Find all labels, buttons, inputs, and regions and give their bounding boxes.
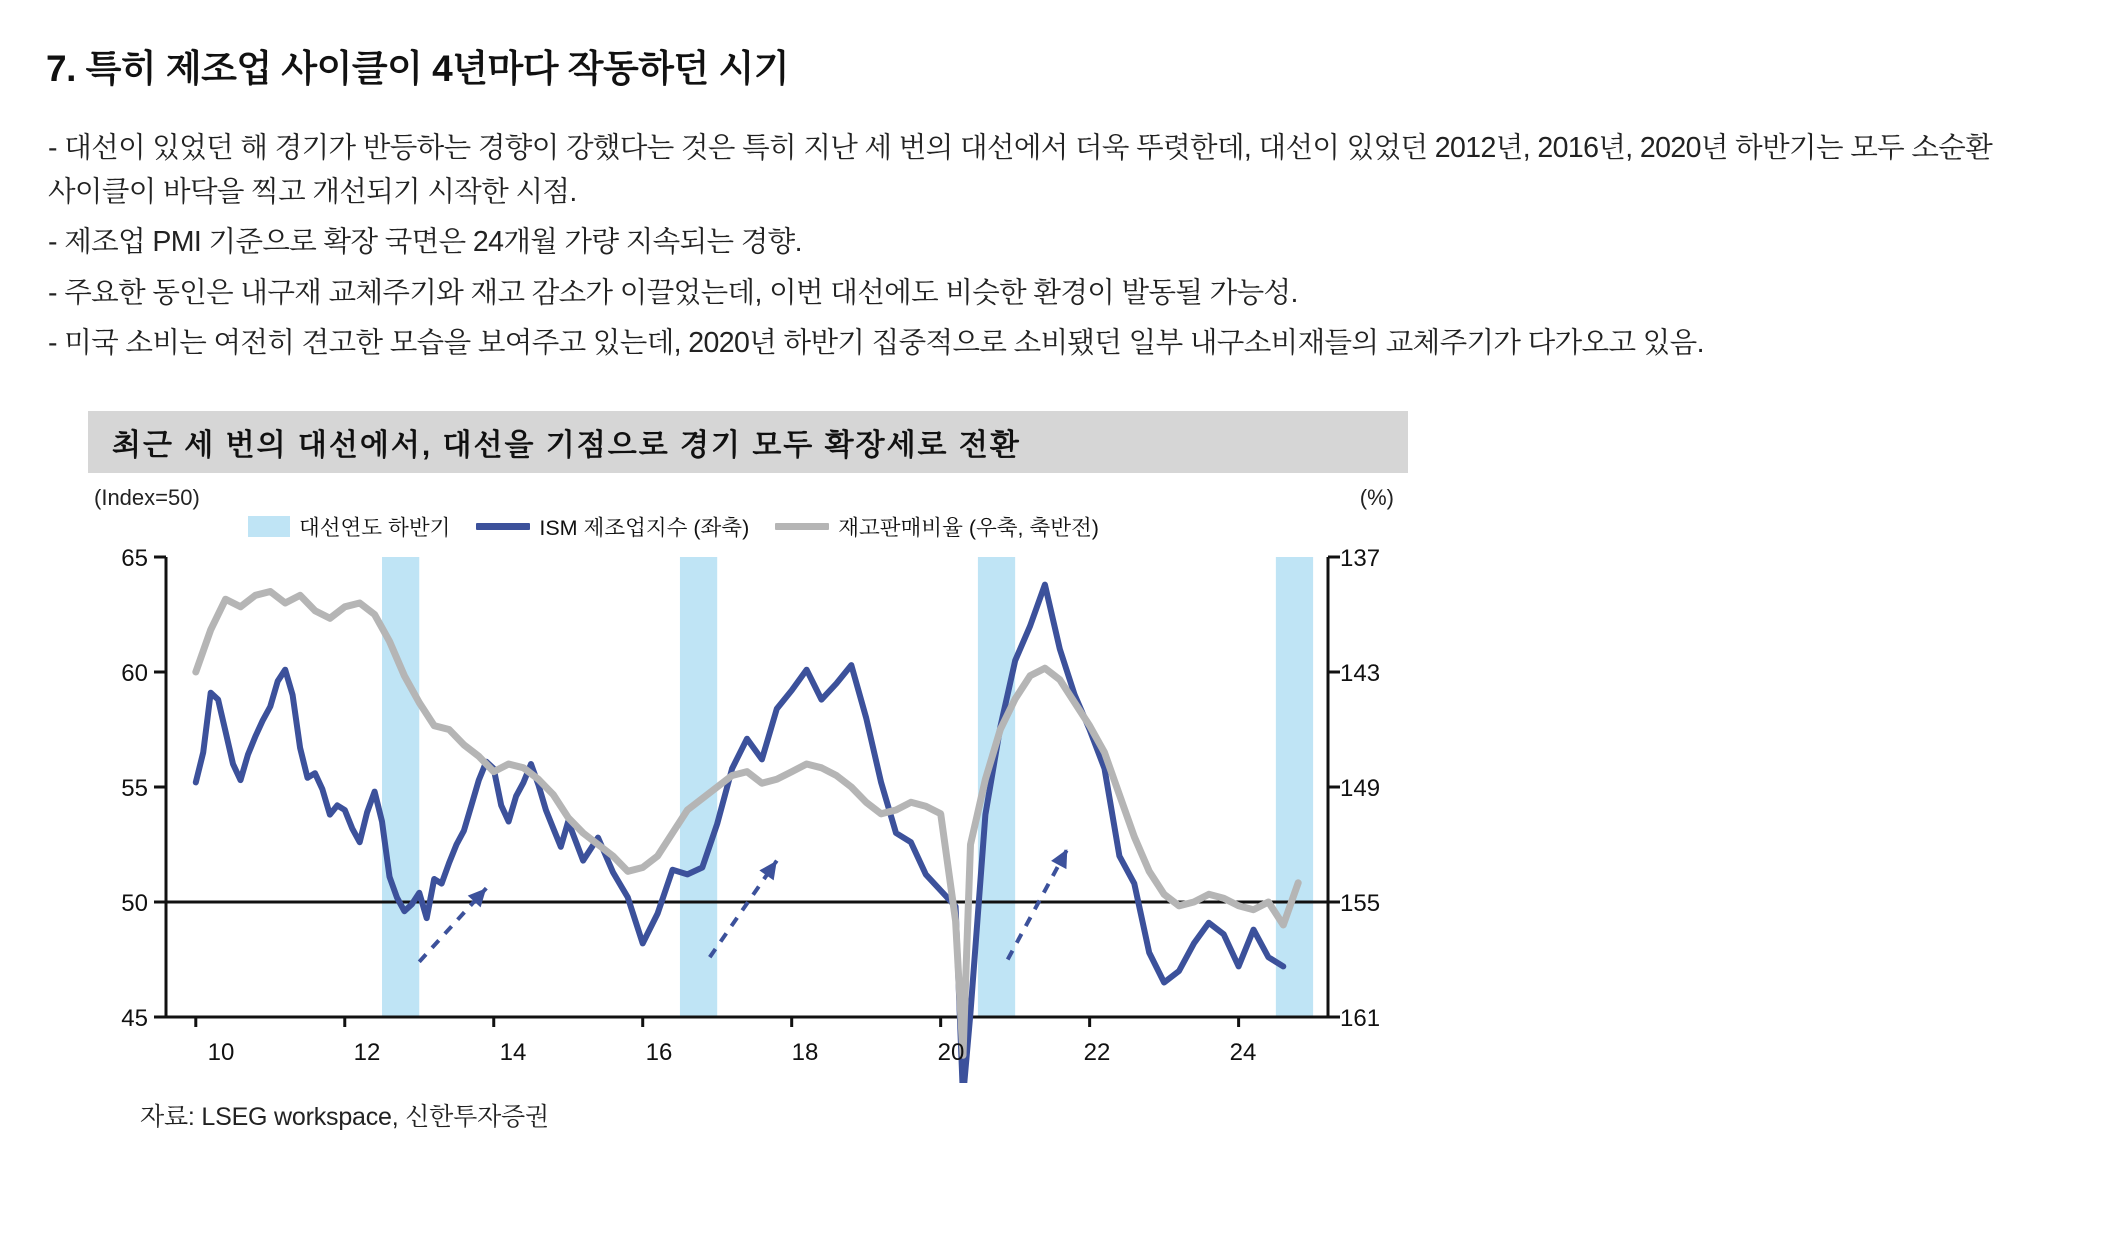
right-axis-unit: (%) bbox=[1359, 484, 1394, 510]
x-tick-label: 12 bbox=[353, 1038, 381, 1066]
y-tick-label: 45 bbox=[121, 1004, 148, 1032]
chart-axes bbox=[154, 557, 1340, 1027]
y2-tick-label: 143 bbox=[1340, 659, 1381, 687]
chart-plot-area bbox=[88, 483, 1408, 1083]
x-tick-label: 20 bbox=[937, 1038, 965, 1066]
bullet-item: - 제조업 PMI 기준으로 확장 국면은 24개월 가량 지속되는 경향. bbox=[48, 226, 802, 259]
y-tick-label: 50 bbox=[121, 889, 148, 917]
chart-header bbox=[88, 411, 1408, 473]
bullet-item: - 대선이 있었던 해 경기가 반등하는 경향이 강했다는 것은 특히 지난 세 번의 대선에서 더욱 뚜렷한데, 대선이 있었던 2012년, 2016년, 2020년 하반기는 모두 소순환 사이클이 바닥을 찍고 개선되기 시작한 시점. bbox=[48, 132, 1993, 209]
legend-label: 재고판매비율 (우축, 축반전) bbox=[838, 515, 1099, 540]
chart-source: 자료: LSEG workspace, 신한투자증권 bbox=[140, 1102, 549, 1131]
bullet-item: - 주요한 동인은 내구재 교체주기와 재고 감소가 이끌었는데, 이번 대선에도 비슷한 환경이 발동될 가능성. bbox=[48, 276, 1298, 309]
chart-svg bbox=[88, 483, 1408, 1083]
x-tick-label: 24 bbox=[1229, 1038, 1257, 1066]
legend-label: 대선연도 하반기 bbox=[299, 515, 451, 540]
x-tick-label: 14 bbox=[499, 1038, 527, 1066]
x-tick-label: 18 bbox=[791, 1038, 819, 1066]
y2-tick-label: 149 bbox=[1340, 774, 1381, 802]
chart-title: 최근 세 번의 대선에서, 대선을 기점으로 경기 모두 확장세로 전환 bbox=[112, 428, 1021, 462]
y-tick-label: 55 bbox=[121, 774, 148, 802]
x-tick-label: 22 bbox=[1083, 1038, 1111, 1066]
chart-series bbox=[196, 584, 1298, 1082]
y2-tick-label: 161 bbox=[1340, 1004, 1381, 1032]
y2-tick-label: 137 bbox=[1340, 544, 1381, 572]
y-tick-label: 60 bbox=[121, 659, 148, 687]
x-tick-label: 16 bbox=[645, 1038, 673, 1066]
chart-card bbox=[88, 411, 1408, 1133]
y2-tick-label: 155 bbox=[1340, 889, 1381, 917]
x-tick-label: 10 bbox=[207, 1038, 235, 1066]
bullet-list bbox=[48, 126, 2066, 365]
y-tick-label: 65 bbox=[121, 544, 148, 572]
left-axis-unit: (Index=50) bbox=[94, 484, 200, 510]
page-title: 7. 특히 제조업 사이클이 4년마다 작동하던 시기 bbox=[46, 48, 789, 89]
plot-wrapper bbox=[88, 483, 1408, 1083]
bullet-item: - 미국 소비는 여전히 견고한 모습을 보여주고 있는데, 2020년 하반기 집중적으로 소비됐던 일부 내구소비재들의 교체주기가 다가오고 있음. bbox=[48, 326, 1704, 359]
legend-label: ISM 제조업지수 (좌축) bbox=[539, 515, 750, 540]
